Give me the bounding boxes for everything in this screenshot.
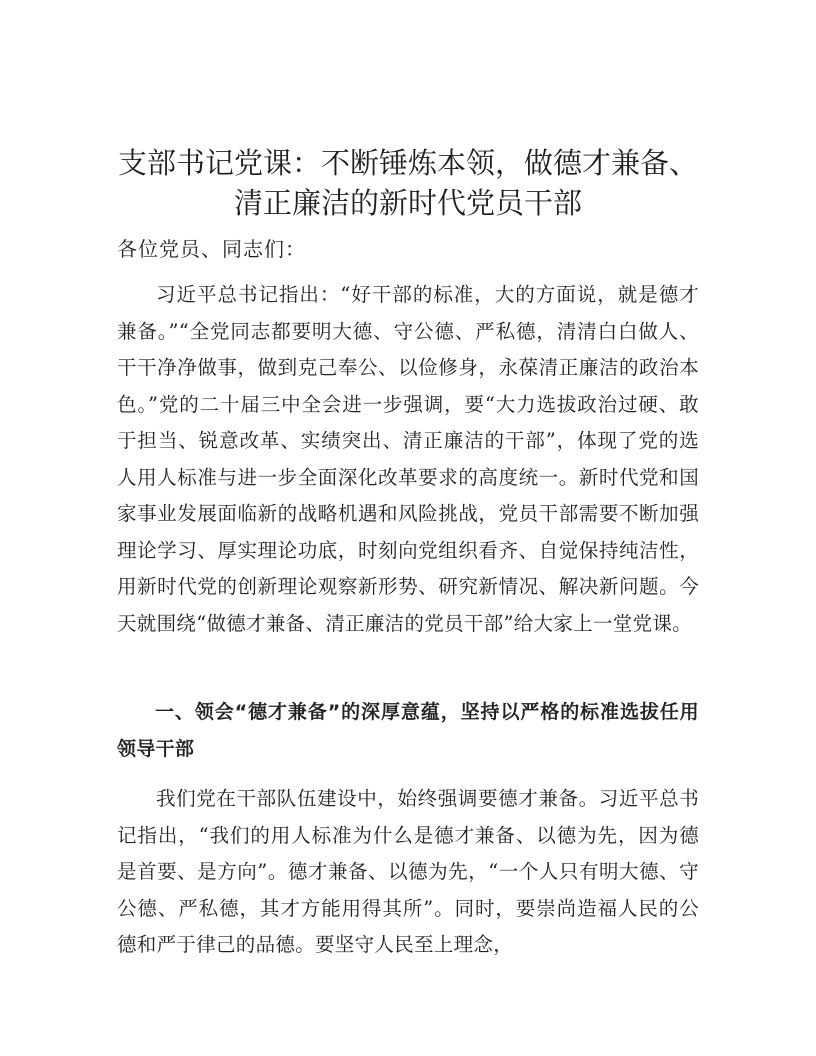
document-title	[60, 143, 756, 223]
title-line-1: 支部书记党课：不断锤炼本领，做德才兼备、	[117, 146, 698, 180]
title-line-2: 清正廉洁的新时代党员干部	[233, 186, 582, 220]
body-paragraph-2: 我们党在干部队伍建设中，始终强调要德才兼备。习近平总书记指出，“我们的用人标准为什么是德才兼备、以德为先，因为德是首要、是方向”。德才兼备、以德为先，“一个人只有明大德、守公德、严私德，其才方能用得其所”。同时，要崇尚造福人民的公德和严于律己的品德。要坚守人民至上理念，	[117, 787, 699, 956]
section-heading-1: 一、领会“德才兼备”的深厚意蕴，坚持以严格的标准选拔任用领导干部	[117, 701, 699, 760]
greeting: 各位党员、同志们：	[117, 237, 306, 261]
body-paragraph-1: 习近平总书记指出：“好干部的标准，大的方面说，就是德才兼备。”“全党同志都要明大德、守公德、严私德，清清白白做人、干干净净做事，做到克己奉公、以俭修身，永葆清正廉洁的政治本色。”党的二十届三中全会进一步强调，要“大力选拔政治过硬、敢于担当、锐意改革、实绩突出、清正廉洁的干部”，体现了党的选人用人标准与进一步全面深化改革要求的高度统一。新时代党和国家事业发展面临新的战略机遇和风险挑战，党员干部需要不断加强理论学习、厚实理论功底，时刻向党组织看齐、自觉保持纯洁性，用新时代党的创新理论观察新形势、研究新情况、解决新问题。今天就围绕“做德才兼备、清正廉洁的党员干部”给大家上一堂党课。	[117, 283, 699, 635]
